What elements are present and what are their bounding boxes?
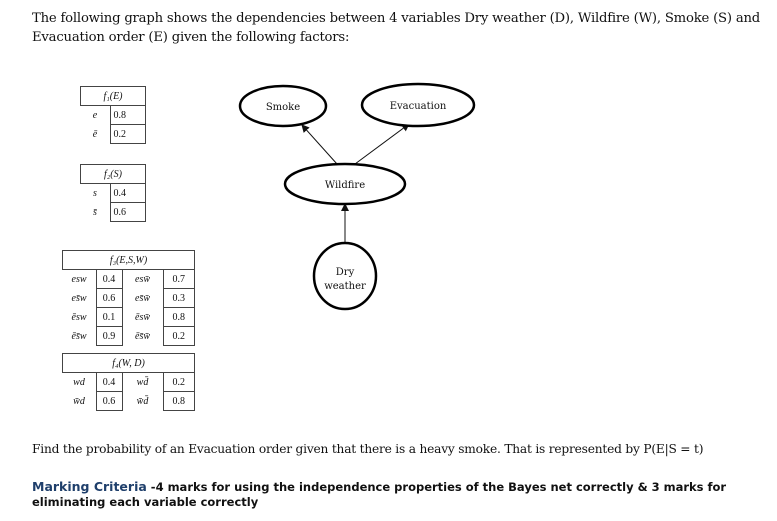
- assignment-cell: wd̄: [122, 373, 163, 392]
- assignment-cell: ēsw̄: [122, 308, 163, 327]
- assignment-cell: w̄d: [63, 392, 97, 411]
- node-smoke-label: Smoke: [265, 102, 301, 113]
- assignment-cell: s̄: [81, 203, 111, 222]
- question-text: Find the probability of an Evacuation order given that there is a heavy smoke. That is represented by P(E|S = t): [32, 442, 704, 456]
- assignment-cell: ēs̄w̄: [122, 327, 163, 346]
- node-dry-weather-label-line2: weather: [324, 281, 366, 292]
- assignment-cell: w̄d̄: [122, 392, 163, 411]
- node-smoke: [240, 86, 326, 126]
- node-evacuation: [362, 84, 474, 126]
- marking-criteria: [32, 479, 752, 510]
- edge-wildfire-to-smoke: [302, 125, 337, 164]
- value-cell: 0.4: [110, 184, 146, 203]
- value-cell: 0.4: [96, 270, 122, 289]
- node-wildfire-label: Wildfire: [324, 180, 366, 191]
- factor-title-f3: f₃(E,S,W): [63, 251, 195, 270]
- value-cell: 0.2: [110, 125, 146, 144]
- marking-criteria-text: -4 marks for using the independence properties of the Bayes net correctly & 3 marks for eliminating each variable correctly: [32, 480, 727, 509]
- edge-wildfire-to-evacuation: [355, 124, 409, 164]
- assignment-cell: ēs̄w: [63, 327, 97, 346]
- value-cell: 0.1: [96, 308, 122, 327]
- value-cell: 0.8: [163, 308, 195, 327]
- value-cell: 0.6: [110, 203, 146, 222]
- factor-title-f2: f₂(S): [81, 165, 146, 184]
- value-cell: 0.8: [163, 392, 195, 411]
- marking-criteria-title: Marking Criteria: [32, 479, 147, 494]
- assignment-cell: ēsw: [63, 308, 97, 327]
- value-cell: 0.4: [96, 373, 122, 392]
- value-cell: 0.6: [96, 289, 122, 308]
- value-cell: 0.8: [110, 106, 146, 125]
- assignment-cell: wd: [63, 373, 97, 392]
- value-cell: 0.2: [163, 327, 195, 346]
- assignment-cell: esw: [63, 270, 97, 289]
- node-dry-weather: [314, 243, 376, 309]
- assignment-cell: esw̄: [122, 270, 163, 289]
- node-evacuation-label: Evacuation: [389, 101, 447, 112]
- assignment-cell: ē: [81, 125, 111, 144]
- value-cell: 0.7: [163, 270, 195, 289]
- assignment-cell: es̄w̄: [122, 289, 163, 308]
- factor-title-f1: f₁(E): [81, 87, 146, 106]
- value-cell: 0.2: [163, 373, 195, 392]
- node-wildfire: [285, 164, 405, 204]
- factor-title-f4: f₄(W, D): [63, 354, 195, 373]
- node-dry-weather-label-line1: Dry: [335, 267, 355, 278]
- value-cell: 0.9: [96, 327, 122, 346]
- assignment-cell: s: [81, 184, 111, 203]
- intro-text: The following graph shows the dependencies between 4 variables Dry weather (D), Wildfire (W), Smoke (S) and Evacuation order (E) given the following factors:: [32, 11, 761, 45]
- value-cell: 0.3: [163, 289, 195, 308]
- value-cell: 0.6: [96, 392, 122, 411]
- assignment-cell: e: [81, 106, 111, 125]
- assignment-cell: es̄w: [63, 289, 97, 308]
